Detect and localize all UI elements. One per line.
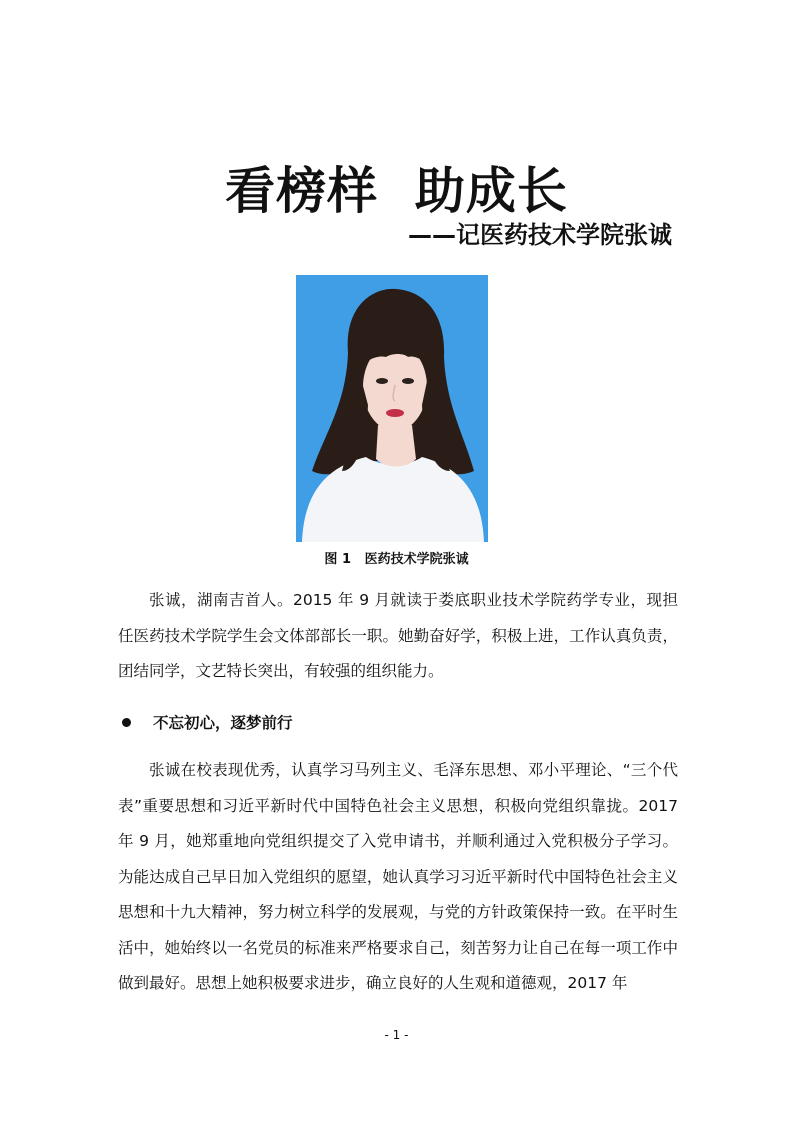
page-title: 看榜样 助成长 bbox=[225, 161, 568, 220]
lips bbox=[386, 409, 404, 417]
page-subtitle: ——记医药技术学院张诚 bbox=[408, 221, 672, 249]
left-eye bbox=[376, 378, 388, 384]
page-number: - 1 - bbox=[384, 1028, 409, 1042]
section-heading-text: 不忘初心，逐梦前行 bbox=[153, 714, 293, 732]
body-paragraph: 张诚在校表现优秀，认真学习马列主义、毛泽东思想、邓小平理论、“三个代表”重要思想和习近平新时代中国特色社会主义思想，积极向党组织靠拢。2017 年 9 月，她郑重地向党组织提交了入党申请书，并顺利通过入党积极分子学习。为能达成自己早日加入党组织的愿望，她认真学习习近平新时代中国特色社会主义思想和十九大精神，努力树立科学的发展观，与党的方针政策保持一致。在平时生活中，她始终以一名党员的标准来严格要求自己，刻苦努力让自己在每一项工作中做到最好。思想上她积极要求进步，确立良好的人生观和道德观，2017 年 bbox=[118, 761, 678, 992]
neck bbox=[376, 425, 416, 467]
portrait-photo bbox=[296, 275, 488, 542]
portrait-illustration bbox=[296, 275, 488, 542]
figure-caption: 图 1 医药技术学院张诚 bbox=[324, 552, 469, 567]
bullet-icon bbox=[122, 718, 131, 727]
section-heading bbox=[118, 707, 293, 737]
right-eye bbox=[402, 378, 414, 384]
intro-paragraph: 张诚，湖南吉首人。2015 年 9 月就读于娄底职业技术学院药学专业，现担任医药技术学院学生会文体部部长一职。她勤奋好学，积极上进，工作认真负责，团结同学，文艺特长突出，有较强的组织能力。 bbox=[118, 591, 678, 680]
